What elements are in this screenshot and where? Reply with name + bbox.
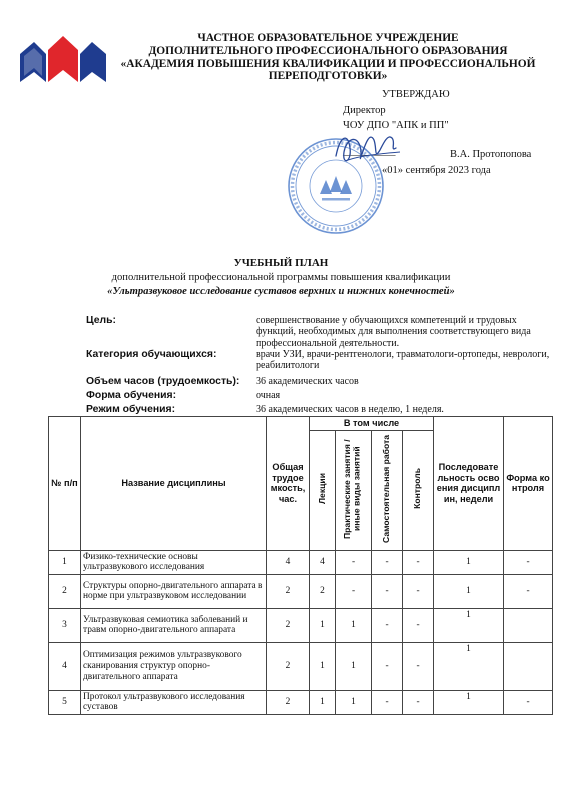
org-line-3: «АКАДЕМИЯ ПОВЫШЕНИЯ КВАЛИФИКАЦИИ И ПРОФЕССИОНАЛЬНОЙ [120,57,536,70]
signature-line: __________ [343,146,396,157]
director-name: В.А. Протопопова [450,149,532,160]
cell-self: - [372,608,403,642]
cell-form: - [504,574,553,608]
table-row [49,690,553,714]
cell-practice: 1 [336,642,372,690]
mode-value: 36 академических часов в неделю, 1 неделя. [256,404,444,415]
cell-control: - [403,574,434,608]
org-line-2: ДОПОЛНИТЕЛЬНОГО ПРОФЕССИОНАЛЬНОГО ОБРАЗОВАНИЯ [148,44,508,57]
course-title: «Ультразвуковое исследование суставов верхних и нижних конечностей» [107,286,455,297]
organization-header [112,32,544,83]
cell-week: 1 [434,642,504,690]
table-row [49,642,553,690]
cell-num: 5 [49,690,81,714]
goal-value: совершенствование у обучающихся компетенций и трудовых функций, необходимых для выполнения соответствующего вида профессиональной деятельности. [256,315,531,349]
cell-total: 2 [267,608,310,642]
cell-self: - [372,642,403,690]
curriculum-table [48,416,553,715]
academy-logo [20,36,106,82]
cell-week: 1 [434,608,504,642]
cell-form [504,642,553,690]
header-including-group: В том числе [310,417,434,431]
org-line-4: ПЕРЕПОДГОТОВКИ» [268,70,388,83]
table-row [49,550,553,574]
cell-lectures: 1 [310,690,336,714]
cell-lectures: 4 [310,550,336,574]
header-control: Контроль [412,468,423,510]
header-practice: Практические занятия / иные виды занятий [341,439,362,539]
cell-practice: 1 [336,608,372,642]
cell-self: - [372,550,403,574]
cell-control: - [403,642,434,690]
cell-self: - [372,574,403,608]
table-row [49,608,553,642]
cell-lectures: 2 [310,574,336,608]
form-label: Форма обучения: [86,390,177,401]
document-title: УЧЕБНЫЙ ПЛАН [233,257,329,269]
approval-date: «01» сентября 2023 года [382,165,491,176]
cell-week: 1 [434,574,504,608]
cell-control: - [403,550,434,574]
cell-week: 1 [434,550,504,574]
approver-position: Директор [343,105,386,116]
cell-practice: - [336,574,372,608]
category-label: Категория обучающихся: [86,349,217,360]
cell-form: - [504,690,553,714]
approved-label: УТВЕРЖДАЮ [382,89,450,100]
cell-total: 2 [267,574,310,608]
director-signature [330,126,404,174]
approver-organization: ЧОУ ДПО "АПК и ПП" [343,120,449,131]
header-lectures: Лекции [316,473,327,505]
table-header-row [49,417,553,431]
org-line-1: ЧАСТНОЕ ОБРАЗОВАТЕЛЬНОЕ УЧРЕЖДЕНИЕ [197,32,459,44]
category-value: врачи УЗИ, врачи-рентгенологи, травматологи-ортопеды, неврологи, реабилитологи [256,349,550,372]
cell-lectures: 1 [310,608,336,642]
cell-name: Физико-технические основы ультразвукового исследования [81,550,267,574]
cell-form [504,608,553,642]
cell-practice: 1 [336,690,372,714]
cell-num: 1 [49,550,81,574]
cell-num: 2 [49,574,81,608]
goal-label: Цель: [86,315,116,326]
cell-name: Оптимизация режимов ультразвукового сканирования структур опорно-двигательного аппарата [81,642,267,690]
cell-name: Протокол ультразвукового исследования суставов [81,690,267,714]
cell-total: 4 [267,550,310,574]
cell-self: - [372,690,403,714]
header-sequence: Последовательность освоения дисциплин, недели [434,417,504,551]
table-row [49,574,553,608]
mode-label: Режим обучения: [86,404,176,415]
cell-num: 4 [49,642,81,690]
hours-value: 36 академических часов [256,376,359,387]
cell-lectures: 1 [310,642,336,690]
header-total-hours: Общая трудоемкость, час. [267,417,310,551]
document-subtitle: дополнительной профессиональной программы повышения квалификации [111,272,451,283]
header-control-form: Форма контроля [504,417,553,551]
cell-total: 2 [267,690,310,714]
cell-name: Структуры опорно-двигательного аппарата в норме при ультразвуковом исследовании [81,574,267,608]
cell-practice: - [336,550,372,574]
cell-control: - [403,690,434,714]
header-discipline-name: Название дисциплины [81,417,267,551]
cell-total: 2 [267,642,310,690]
cell-form: - [504,550,553,574]
header-self-study: Самостоятельная работа [381,434,392,543]
cell-num: 3 [49,608,81,642]
cell-control: - [403,608,434,642]
cell-name: Ультразвуковая семиотика заболеваний и травм опорно-двигательного аппарата [81,608,267,642]
form-value: очная [256,390,281,401]
hours-label: Объем часов (трудоемкость): [86,376,240,387]
cell-week: 1 [434,690,504,714]
header-number: № п/п [49,417,81,551]
